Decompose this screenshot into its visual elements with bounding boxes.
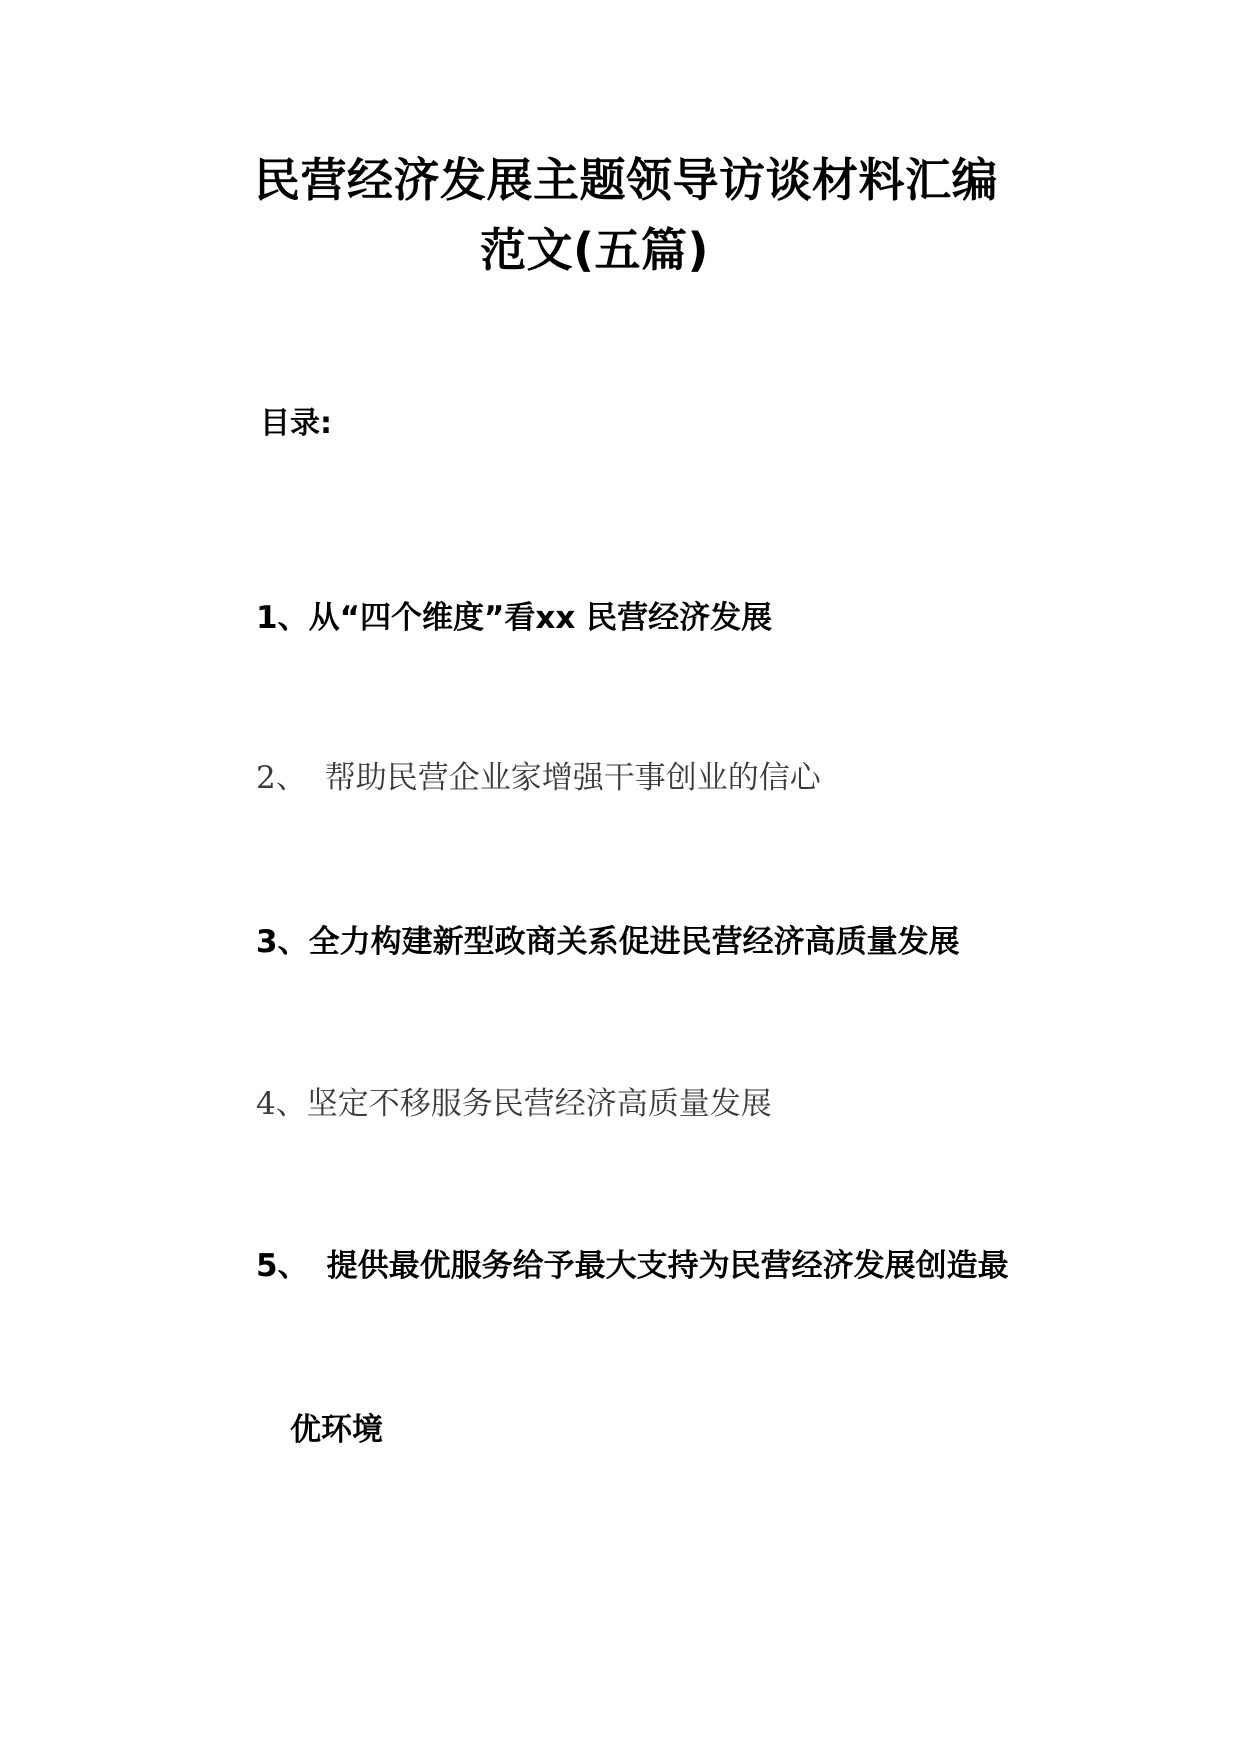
toc-item-number: 3、 — [256, 924, 309, 960]
toc-item-5-continuation: 优环境 — [290, 1412, 383, 1448]
toc-item-5 — [256, 1246, 1009, 1286]
document-title-line-1: 民营经济发展主题领导访谈材料汇编 — [254, 153, 998, 207]
toc-heading: 目录: — [260, 406, 332, 441]
toc-item-text: 坚定不移服务民营经济高质量发展 — [306, 1086, 772, 1122]
toc-item-text: 提供最优服务给予最大支持为民营经济发展创造最 — [326, 1248, 1009, 1284]
toc-item-text: 全力构建新型政商关系促进民营经济高质量发展 — [308, 924, 960, 960]
toc-item-text: 帮助民营企业家增强干事创业的信心 — [324, 760, 821, 796]
toc-item-4 — [256, 1084, 772, 1124]
toc-item-1 — [256, 598, 772, 638]
document-title-line-2: 范文(五篇) — [480, 223, 710, 277]
toc-item-number: 1、 — [256, 600, 309, 636]
toc-item-text: 从“四个维度”看xx 民营经济发展 — [308, 600, 773, 636]
toc-item-3 — [256, 922, 960, 962]
toc-item-2 — [256, 758, 821, 798]
toc-item-number: 4、 — [256, 1086, 307, 1122]
toc-item-number: 5、 — [256, 1248, 309, 1284]
toc-item-number: 2、 — [256, 760, 307, 796]
